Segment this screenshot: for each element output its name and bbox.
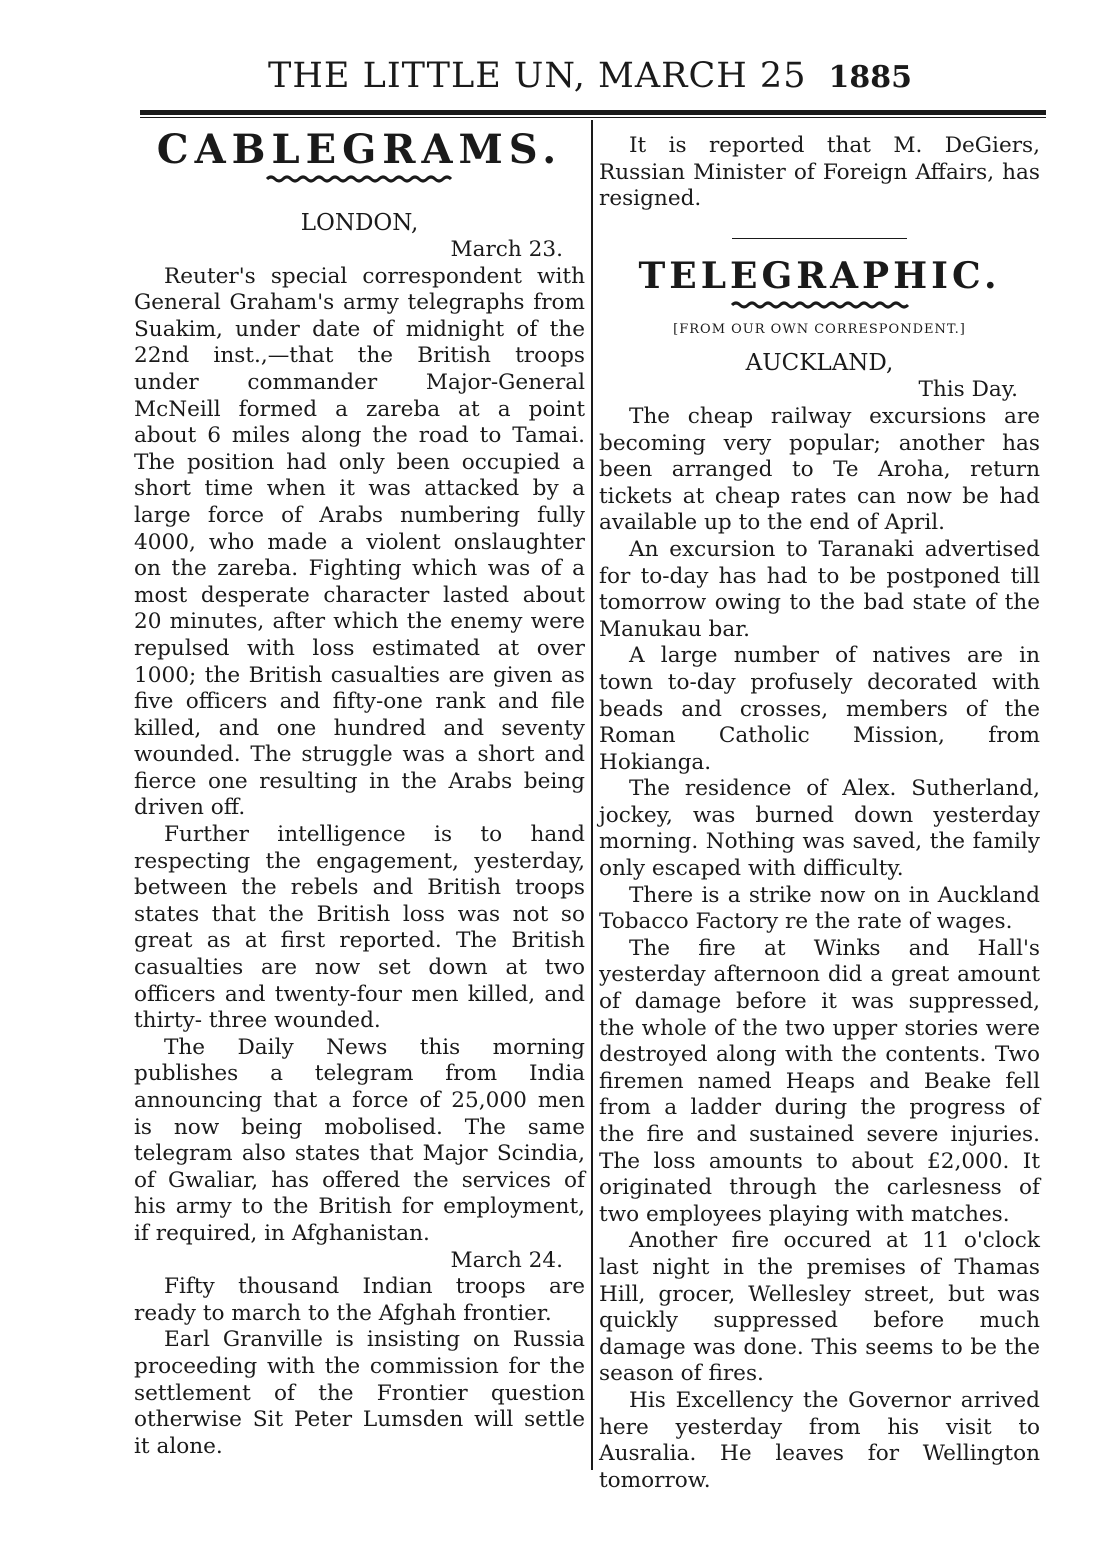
degiers-paragraph: It is reported that M. DeGiers, Russian Minister of Foreign Affairs, has resigned. bbox=[599, 133, 1040, 212]
auckland-placeline: AUCKLAND, bbox=[745, 350, 894, 377]
dateline-this-day: This Day. bbox=[918, 377, 1018, 403]
newspaper-year: 1885 bbox=[828, 60, 912, 95]
article-paragraph: Reuter's special correspondent with General Graham's army telegraphs from Suakim, under date of midnight of the 22nd inst.,—that the British troops under commander Major-General McNeill formed a zareba at a point about 6 miles along the road to Tamai. The position had only been occupied a short time when it was attacked by a large force of Arabs numbering fully 4000, who made a violent onslaughter on the zareba. Fighting which was of a most desperate character lasted about 20 minutes, after which the enemy were repulsed with loss estimated at over 1000; the British casualties are given as five officers and fifty-one rank and file killed, and one hundred and seventy wounded. The struggle was a short and fierce one resulting in the Arabs being driven off. bbox=[134, 263, 585, 821]
article-paragraph: A large number of natives are in town to-day profusely decorated with beads and crosses, members of the Roman Catholic Mission, from Hokianga. bbox=[599, 643, 1040, 775]
article-paragraph: Further intelligence is to hand respecting the engagement, yesterday, between the rebels and British troops states that the British loss was not so great as at first reported. The British casualties are now set down at two officers and twenty-four men killed, and thirty- three wounded. bbox=[134, 822, 585, 1034]
cablegrams-column bbox=[134, 125, 585, 1460]
article-paragraph: The Daily News this morning publishes a telegram from India announcing that a force of 25,000 men is now being mobolised. The same telegram also states that Major Scindia, of Gwaliar, has offered the services of his army to the British for employment, if required, in Afghanistan. bbox=[134, 1034, 585, 1246]
article-paragraph: There is a strike now on in Auckland Tobacco Factory re the rate of wages. bbox=[599, 882, 1040, 935]
newspaper-title: THE LITTLE UN, MARCH 25 bbox=[268, 56, 807, 96]
dateline-march-23: March 23. bbox=[450, 237, 563, 262]
cablegrams-heading: CABLEGRAMS. bbox=[156, 126, 563, 173]
article-paragraph: The residence of Alex. Sutherland, jockey, was burned down yesterday morning. Nothing was saved, the family only escaped with difficulty. bbox=[599, 776, 1040, 882]
telegraphic-heading: TELEGRAPHIC. bbox=[638, 254, 1001, 297]
correspondent-line: [FROM OUR OWN CORRESPONDENT.] bbox=[673, 321, 966, 337]
article-paragraph: The cheap railway excursions are becoming very popular; another has been arranged to Te Aroha, return tickets at cheap rates can now be had available up to the end of April. bbox=[599, 403, 1040, 536]
wavy-rule-ornament bbox=[265, 175, 455, 183]
london-placeline: LONDON, bbox=[300, 210, 419, 236]
article-paragraph: Earl Granville is insisting on Russia proceeding with the commission for the settlement of the Frontier question otherwise Sit Peter Lumsden will settle it alone. bbox=[134, 1327, 585, 1459]
article-paragraph: Another fire occured at 11 o'clock last night in the premises of Thamas Hill, grocer, Wellesley street, but was quickly suppressed before much damage was done. This seems to be the season of fires. bbox=[599, 1228, 1040, 1387]
article-paragraph: The fire at Winks and Hall's yesterday afternoon did a great amount of damage before it was suppressed, the whole of the two upper stories were destroyed along with the contents. Two firemen named Heaps and Beake fell from a ladder during the progress of the fire and sustained severe injuries. The loss amounts to about £2,000. It originated through the carlesness of two employees playing with matches. bbox=[599, 935, 1040, 1227]
header-rule-thin bbox=[140, 117, 1046, 118]
right-column bbox=[599, 125, 1040, 1494]
wavy-rule-ornament bbox=[730, 301, 910, 309]
dateline-march-24: March 24. bbox=[450, 1247, 563, 1273]
column-divider bbox=[591, 120, 593, 1470]
masthead bbox=[140, 56, 1040, 100]
article-paragraph: His Excellency the Governor arrived here yesterday from his visit to Ausralia. He leaves for Wellington tomorrow. bbox=[599, 1387, 1040, 1493]
article-paragraph: Fifty thousand Indian troops are ready to march to the Afghah frontier. bbox=[134, 1274, 585, 1326]
header-rule bbox=[140, 110, 1046, 115]
section-separator bbox=[732, 238, 907, 239]
article-paragraph: An excursion to Taranaki advertised for to-day has had to be postponed till tomorrow owing to the bad state of the Manukau bar. bbox=[599, 536, 1040, 642]
